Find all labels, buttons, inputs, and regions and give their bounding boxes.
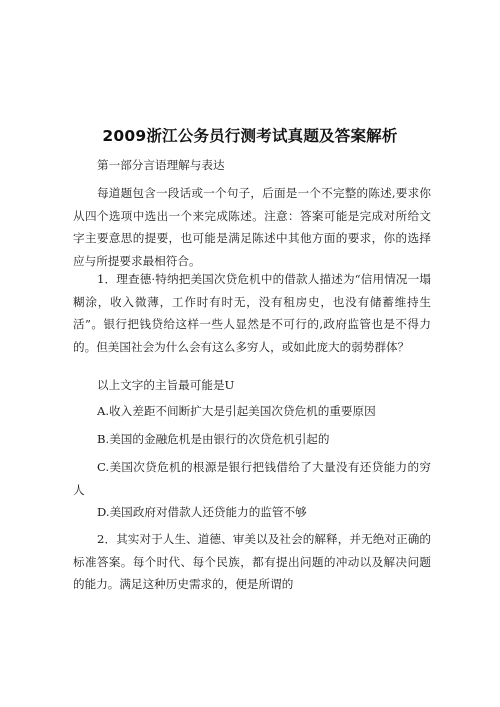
question-1-stem: 以上文字的主旨最可能是U	[97, 378, 235, 392]
question-1-option-a: A.收入差距不间断扩大是引起美国次贷危机的重要原因	[97, 404, 376, 418]
question-2-passage: 2．其实对于人生、道德、审美以及社会的解释，并无绝对正确的标准答案。每个时代、每个民族，都有提出问题的冲动以及解决问题的能力。满足这种历史需求的，便是所谓的	[73, 532, 431, 591]
question-1-option-d: D.美国政府对借款人还贷能力的监管不够	[97, 505, 307, 519]
question-1-option-b: B.美国的金融危机是由银行的次贷危机引起的	[97, 432, 330, 446]
question-1-passage: 1．理查德·特纳把美国次贷危机中的借款人描述为“信用情况一塌糊涂，收入微薄，工作时有时无，没有租房史，也没有储蓄维持生活”。银行把钱贷给这样一些人显然是不可行的,政府监管也是不得力的。但美国社会为什么会有这么多穷人，或如此庞大的弱势群体？	[73, 272, 431, 354]
instructions-paragraph: 每道题包含一段话或一个句子，后面是一个不完整的陈述,要求你从四个选项中选出一个来完成陈述。注意：答案可能是完成对所给文字主要意思的提要，也可能是满足陈述中其他方面的要求，你的选择应与所提要求最相符合。	[73, 186, 431, 268]
question-1-option-c: C.美国次贷危机的根源是银行把钱借给了大量没有还贷能力的穷人	[73, 460, 431, 497]
section-heading: 第一部分言语理解与表达	[97, 158, 225, 172]
document-title: 2009浙江公务员行测考试真题及答案解析	[102, 127, 398, 145]
